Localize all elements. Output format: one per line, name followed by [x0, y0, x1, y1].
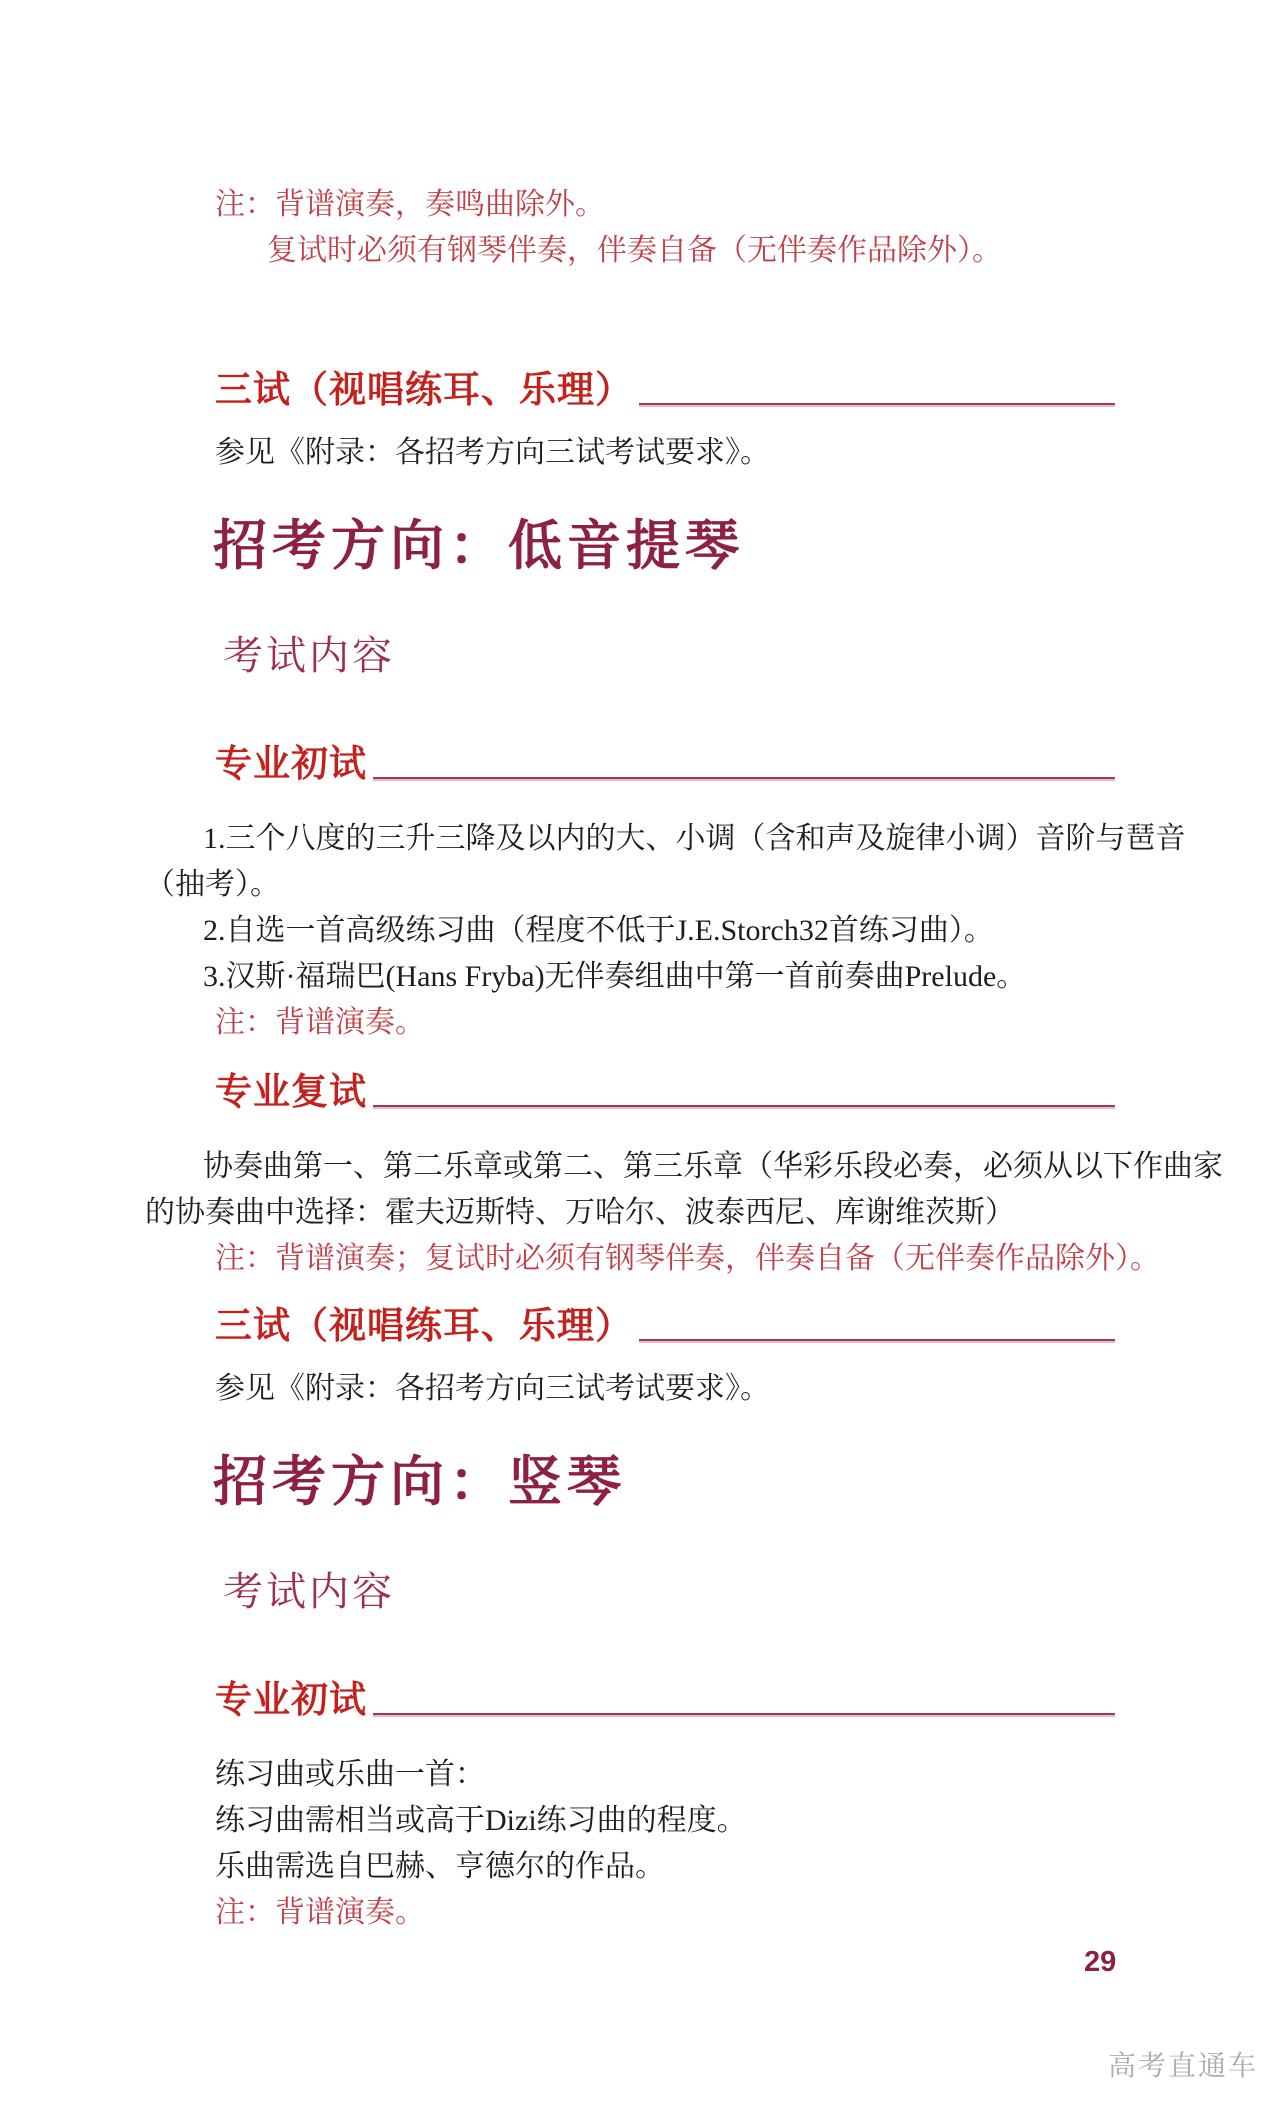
heading-rule: [639, 1339, 1115, 1341]
heading-rule: [373, 1713, 1115, 1715]
watermark: 高考直通车: [1107, 2050, 1258, 2081]
section-heading-text: 三试（视唱练耳、乐理）: [215, 369, 633, 410]
list-item: 1.三个八度的三升三降及以内的大、小调（含和声及旋律小调）音阶与琶音: [203, 822, 1186, 855]
direction-title-bass: 招考方向：低音提琴: [213, 516, 744, 576]
list-item-continuation: （抽考）。: [145, 868, 280, 901]
section-heading-third-exam: [215, 1304, 1115, 1348]
section-heading-text: 专业初试: [215, 743, 367, 784]
note-line: 复试时必须有钢琴伴奏，伴奏自备（无伴奏作品除外）。: [267, 234, 1002, 267]
third-exam-reference: 参见《附录：各招考方向三试考试要求》。: [215, 1372, 770, 1405]
exam-content-subtitle: 考试内容: [223, 634, 395, 678]
exam-content-subtitle: 考试内容: [223, 1570, 395, 1614]
list-item: 3.汉斯·福瑞巴(Hans Fryba)无伴奏组曲中第一首前奏曲Prelude。: [203, 960, 1027, 993]
section-heading-text: 专业初试: [215, 1679, 367, 1720]
paragraph-line: 乐曲需选自巴赫、亨德尔的作品。: [215, 1850, 665, 1883]
section-heading-second-round: [215, 1070, 1115, 1114]
page-number: 29: [1084, 1946, 1117, 1978]
section-heading-text: 专业复试: [215, 1071, 367, 1112]
heading-rule: [373, 777, 1115, 779]
paragraph-line: 协奏曲第一、第二乐章或第二、第三乐章（华彩乐段必奏，必须从以下作曲家: [203, 1150, 1223, 1183]
note-line: 注：背谱演奏。: [215, 1006, 425, 1039]
note-line: 注：背谱演奏；复试时必须有钢琴伴奏，伴奏自备（无伴奏作品除外）。: [215, 1242, 1160, 1275]
third-exam-reference: 参见《附录：各招考方向三试考试要求》。: [215, 436, 770, 469]
heading-rule: [639, 403, 1115, 405]
list-item: 2.自选一首高级练习曲（程度不低于J.E.Storch32首练习曲）。: [203, 914, 994, 947]
direction-title-harp: 招考方向：竖琴: [213, 1452, 626, 1512]
note-line: 注：背谱演奏。: [215, 1896, 425, 1929]
section-heading-text: 三试（视唱练耳、乐理）: [215, 1305, 633, 1346]
heading-rule: [373, 1105, 1115, 1107]
section-heading-first-round: [215, 742, 1115, 786]
paragraph-line: 的协奏曲中选择：霍夫迈斯特、万哈尔、波泰西尼、库谢维茨斯）: [145, 1196, 1015, 1229]
section-heading-third-exam: [215, 368, 1115, 412]
paragraph-line: 练习曲需相当或高于Dizi练习曲的程度。: [215, 1804, 747, 1837]
page-content: [145, 0, 1223, 1936]
note-line: 注：背谱演奏，奏鸣曲除外。: [215, 188, 605, 221]
paragraph-line: 练习曲或乐曲一首：: [215, 1758, 485, 1791]
section-heading-first-round: [215, 1678, 1115, 1722]
